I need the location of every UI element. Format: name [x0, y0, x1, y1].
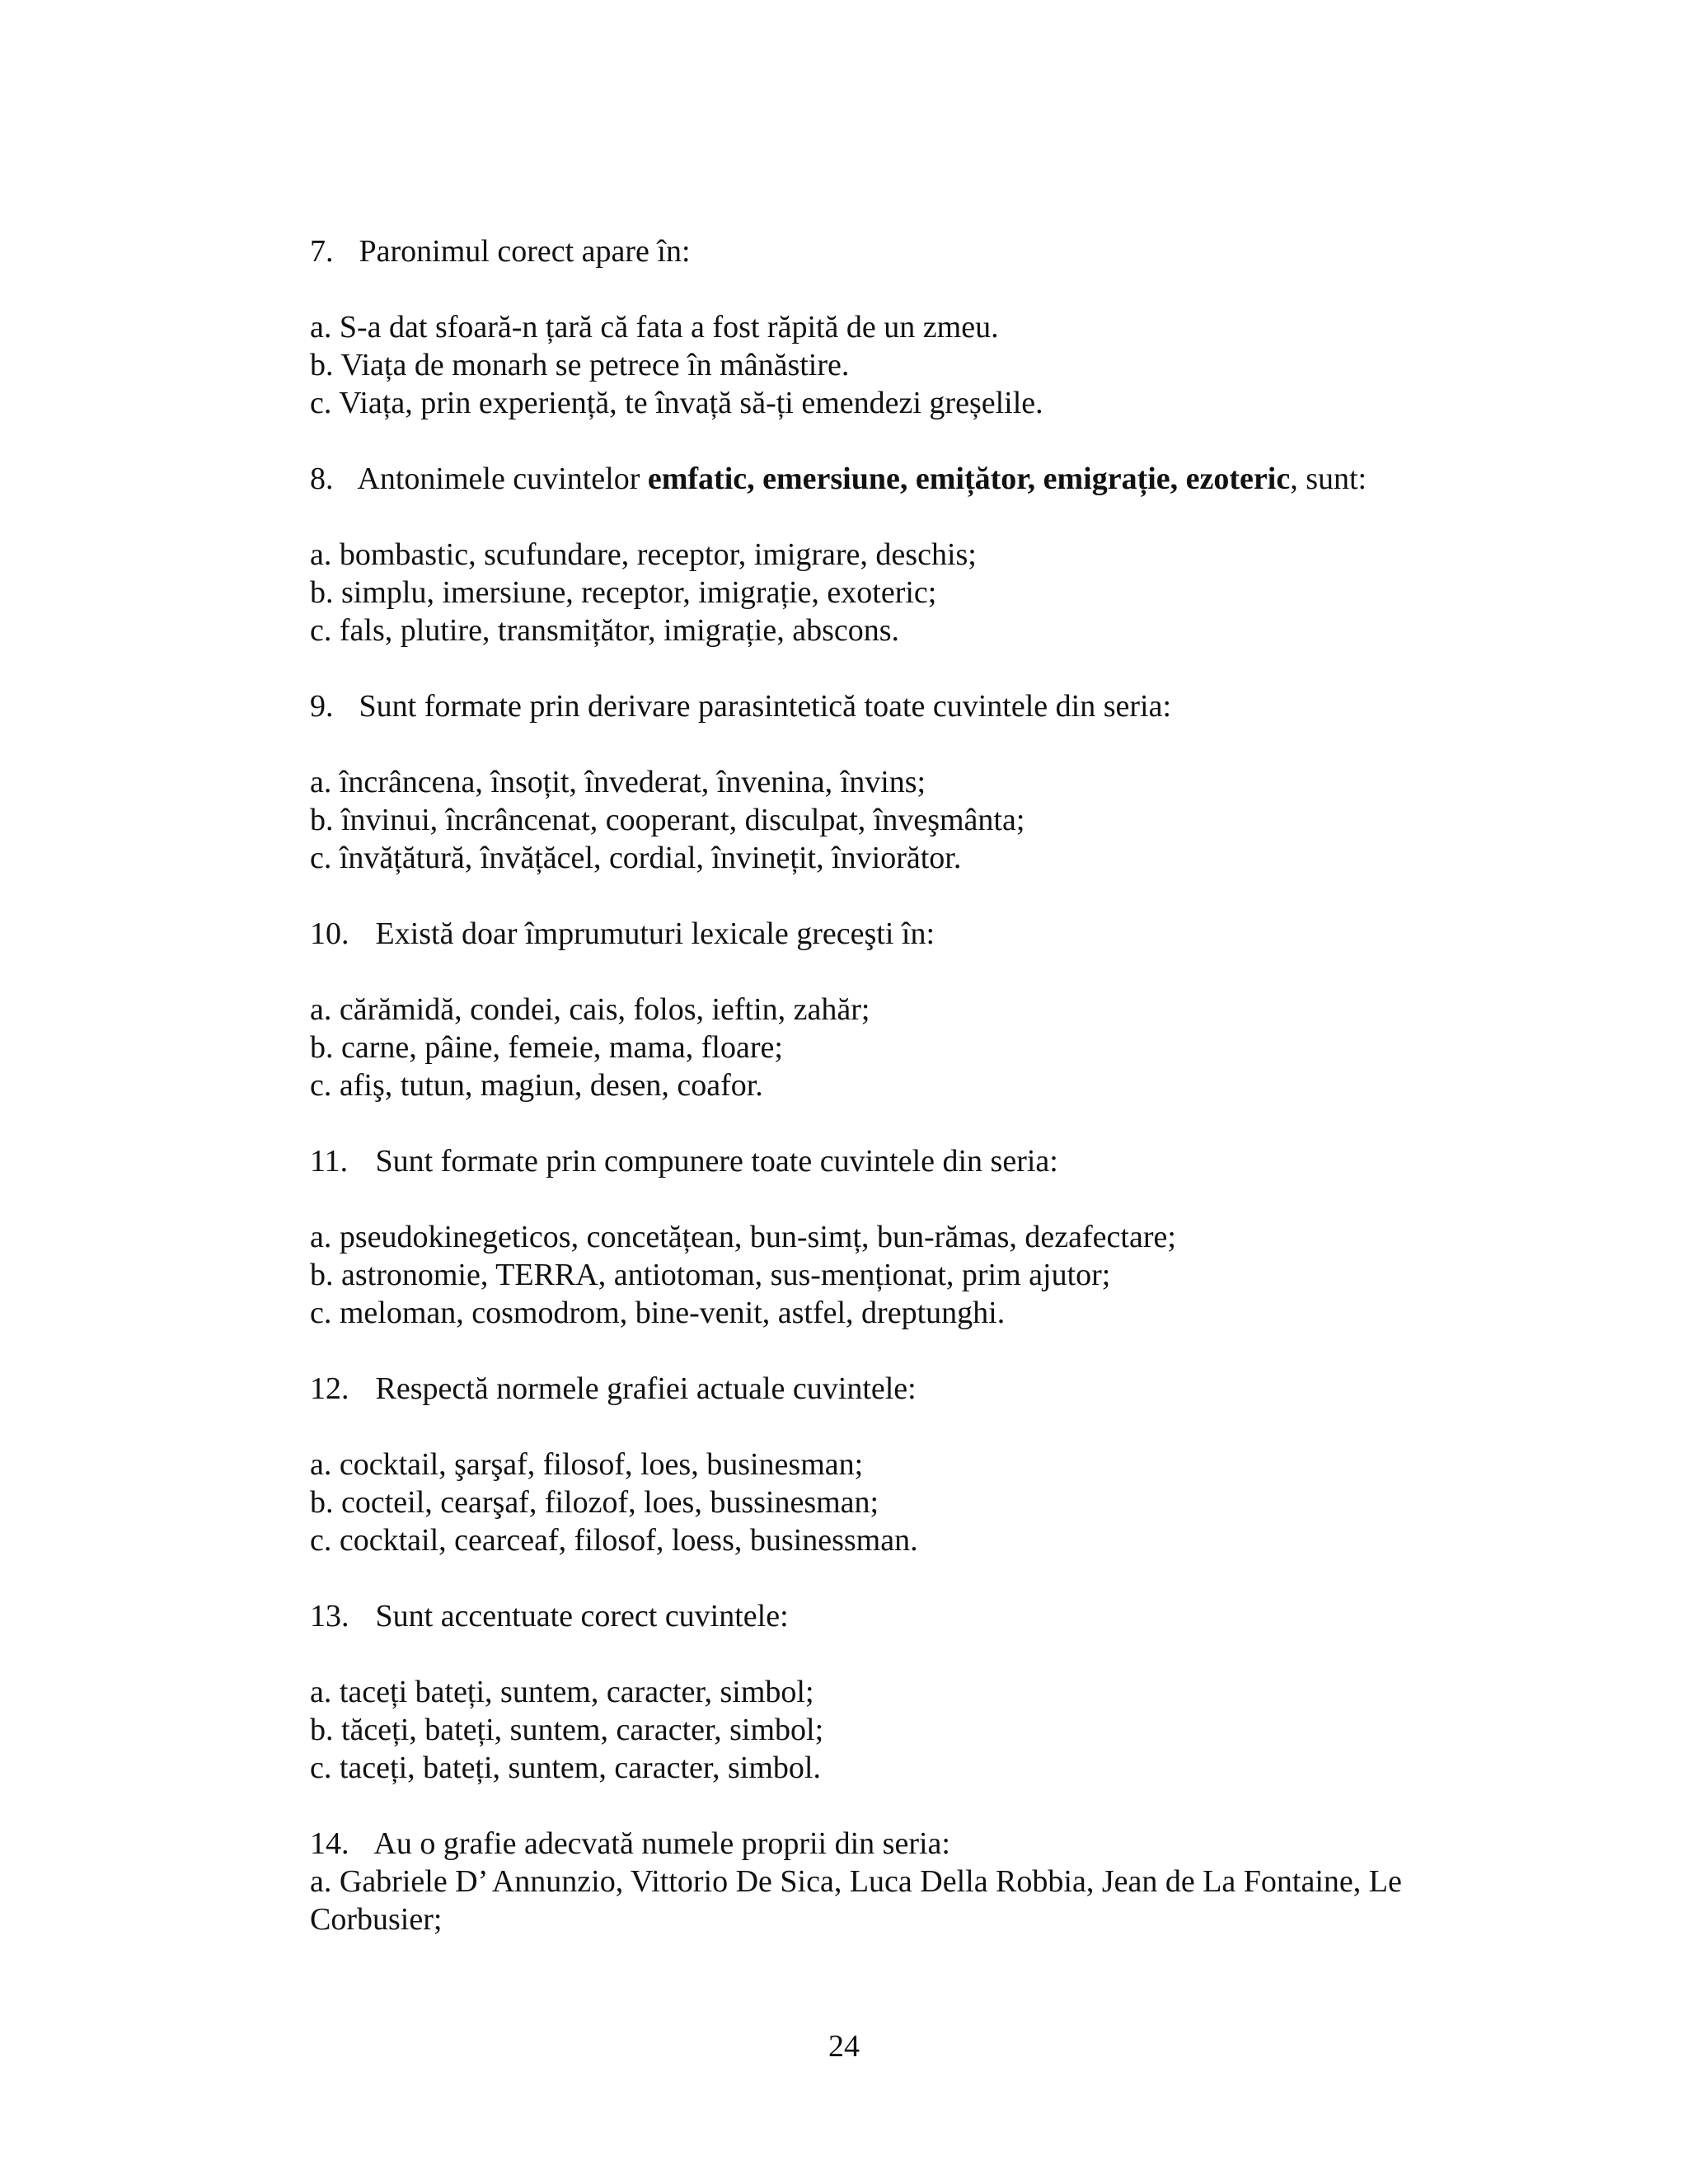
option-b [310, 801, 1497, 839]
option-text: învățătură, învățăcel, cordial, învinețit, înviorător. [339, 841, 962, 875]
question-number: 13. [310, 1599, 349, 1633]
question-text: Sunt accentuate corect cuvintele: [375, 1599, 789, 1633]
question-text-after: , sunt: [1290, 462, 1367, 496]
question-text: Sunt formate prin compunere toate cuvintele din seria: [375, 1144, 1058, 1179]
question-prompt [310, 232, 1497, 270]
option-letter: c. [310, 1750, 332, 1785]
option-a [310, 308, 1497, 346]
question-text: Există doar împrumuturi lexicale greceşti în: [375, 916, 935, 951]
question-prompt [310, 460, 1497, 498]
question-text-before: Antonimele cuvintelor [357, 462, 648, 496]
option-letter: b. [310, 803, 334, 837]
option-letter: c. [310, 841, 332, 875]
option-text: carne, pâine, femeie, mama, floare; [341, 1030, 783, 1065]
option-letter: a. [310, 1675, 332, 1709]
option-c [310, 839, 1497, 877]
option-text: taceți, bateți, suntem, caracter, simbol. [339, 1750, 821, 1785]
option-b [310, 1483, 1497, 1521]
option-text: taceți bateți, suntem, caracter, simbol; [339, 1675, 814, 1709]
question-number: 8. [310, 462, 334, 496]
page-number: 24 [828, 2029, 860, 2064]
option-letter: c. [310, 613, 332, 648]
option-text: astronomie, TERRA, antiotoman, sus-menționat, prim ajutor; [341, 1258, 1111, 1292]
question-number: 11. [310, 1144, 349, 1179]
question-number: 14. [310, 1826, 349, 1861]
option-text: cocteil, cearşaf, filozof, loes, bussinesman; [341, 1485, 879, 1520]
option-letter: c. [310, 1523, 332, 1558]
option-text: încrâncena, însoțit, învederat, învenina, învins; [339, 765, 926, 799]
option-text: cocktail, cearceaf, filosof, loess, businessman. [339, 1523, 918, 1558]
option-letter: c. [310, 1296, 332, 1330]
options-7 [310, 308, 1497, 422]
options-9 [310, 763, 1497, 877]
option-c [310, 384, 1497, 422]
options-13 [310, 1673, 1497, 1787]
question-number: 9. [310, 689, 334, 724]
option-letter: a. [310, 765, 332, 799]
option-a [310, 1673, 1497, 1711]
option-letter: a. [310, 1864, 332, 1899]
question-prompt [310, 687, 1497, 725]
option-letter: b. [310, 575, 334, 610]
option-text: cocktail, şarşaf, filosof, loes, businesman; [339, 1447, 864, 1482]
option-text: fals, plutire, transmițător, imigrație, abscons. [339, 613, 900, 648]
option-b [310, 1029, 1497, 1066]
option-text: Viața de monarh se petrece în mânăstire. [340, 348, 850, 382]
option-letter: a. [310, 1220, 332, 1254]
option-c [310, 1294, 1497, 1332]
options-12 [310, 1446, 1497, 1559]
question-9 [310, 687, 1497, 725]
option-c [310, 1521, 1497, 1559]
options-11 [310, 1218, 1497, 1332]
option-letter: a. [310, 992, 332, 1027]
option-b [310, 574, 1497, 612]
option-letter: a. [310, 537, 332, 572]
option-letter: a. [310, 1447, 332, 1482]
option-c [310, 612, 1497, 649]
option-text: tăceți, bateți, suntem, caracter, simbol; [341, 1713, 824, 1747]
option-a [310, 991, 1497, 1029]
option-text: cărămidă, condei, cais, folos, ieftin, zahăr; [339, 992, 870, 1027]
option-text: simplu, imersiune, receptor, imigrație, exoteric; [341, 575, 937, 610]
question-number: 7. [310, 234, 334, 269]
option-letter: a. [310, 310, 332, 344]
option-b [310, 1711, 1497, 1749]
options-10 [310, 991, 1497, 1104]
option-a [310, 763, 1497, 801]
question-prompt [310, 1597, 1497, 1635]
option-c [310, 1749, 1497, 1787]
option-text: Gabriele D’ Annunzio, Vittorio De Sica, Luca Della Robbia, Jean de La Fontaine, Le Corbusier; [310, 1864, 1402, 1937]
question-8 [310, 460, 1497, 498]
option-a [310, 536, 1497, 574]
question-7 [310, 232, 1497, 270]
option-text: afiş, tutun, magiun, desen, coafor. [339, 1068, 763, 1103]
option-letter: c. [310, 1068, 332, 1103]
question-text: Paronimul corect apare în: [359, 234, 691, 269]
option-a [310, 1218, 1497, 1256]
page-content [310, 232, 1497, 1938]
question-text: Respectă normele grafiei actuale cuvintele: [375, 1371, 917, 1406]
question-prompt [310, 1142, 1497, 1180]
option-text: Viața, prin experiență, te învață să-ți emendezi greșelile. [339, 386, 1043, 420]
question-prompt [310, 1825, 1497, 1863]
option-text: meloman, cosmodrom, bine-venit, astfel, dreptunghi. [339, 1296, 1006, 1330]
question-11 [310, 1142, 1497, 1180]
option-letter: c. [310, 386, 332, 420]
options-8 [310, 536, 1497, 649]
option-c [310, 1066, 1497, 1104]
option-text: S-a dat sfoară-n țară că fata a fost răpită de un zmeu. [339, 310, 999, 344]
option-letter: b. [310, 1485, 334, 1520]
question-text-bold: emfatic, emersiune, emițător, emigrație, ezoteric [647, 462, 1291, 496]
option-text: învinui, încrâncenat, cooperant, disculpat, înveşmânta; [341, 803, 1025, 837]
option-letter: b. [310, 1258, 334, 1292]
question-text: Sunt formate prin derivare parasintetică toate cuvintele din seria: [359, 689, 1171, 724]
question-10 [310, 915, 1497, 953]
question-13 [310, 1597, 1497, 1635]
question-14 [310, 1825, 1497, 1938]
option-letter: b. [310, 1713, 334, 1747]
option-letter: b. [310, 348, 334, 382]
option-text: bombastic, scufundare, receptor, imigrare, deschis; [339, 537, 977, 572]
option-b [310, 1256, 1497, 1294]
option-a [310, 1863, 1497, 1938]
question-text: Au o grafie adecvată numele proprii din seria: [373, 1826, 950, 1861]
question-12 [310, 1370, 1497, 1408]
option-text: pseudokinegeticos, concetățean, bun-simț, bun-rămas, dezafectare; [339, 1220, 1176, 1254]
option-b [310, 346, 1497, 384]
question-number: 12. [310, 1371, 349, 1406]
question-prompt [310, 915, 1497, 953]
option-a [310, 1446, 1497, 1483]
question-prompt [310, 1370, 1497, 1408]
question-number: 10. [310, 916, 349, 951]
option-letter: b. [310, 1030, 334, 1065]
